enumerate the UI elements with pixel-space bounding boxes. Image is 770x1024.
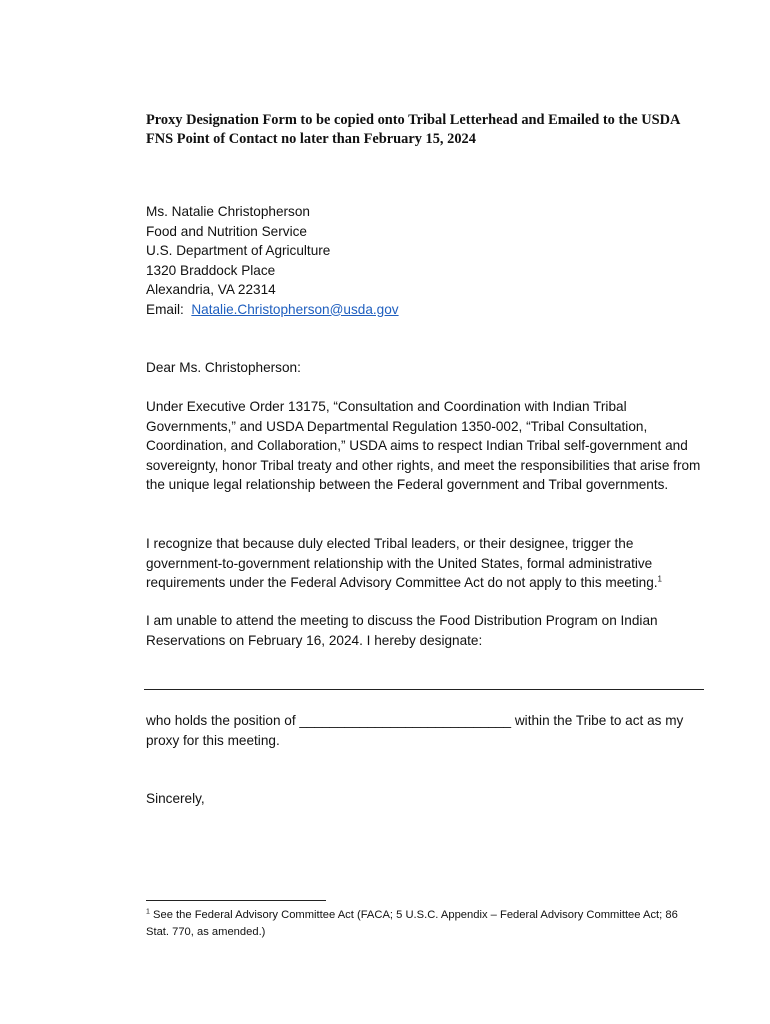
recipient-department: U.S. Department of Agriculture [146,243,331,258]
closing: Sincerely, [146,791,205,806]
document-heading: Proxy Designation Form to be copied onto Tribal Letterhead and Emailed to the USDA FNS Point of Contact no later than February 15, 2024 [146,112,680,147]
paragraph-recognition-text: I recognize that because duly elected Tribal leaders, or their designee, trigger the government-to-government relationship with the United States, formal administrative requirements under the Federal Advisory Committee Act do not apply to this meeting. [146,536,658,590]
salutation: Dear Ms. Christopherson: [146,360,301,375]
footnote-marker: 1 [146,908,150,916]
paragraph-designation: I am unable to attend the meeting to discuss the Food Distribution Program on Indian Reservations on February 16, 2024. I hereby designate: [146,613,658,648]
recipient-organization: Food and Nutrition Service [146,223,307,239]
recipient-address [146,202,706,319]
email-link[interactable]: Natalie.Christopherson@usda.gov [191,301,399,317]
recipient-city-state-zip: Alexandria, VA 22314 [146,282,276,297]
recipient-name: Ms. Natalie Christopherson [146,204,310,219]
footnote-text: See the Federal Advisory Committee Act (FACA; 5 U.S.C. Appendix – Federal Advisory Committee Act; 86 Stat. 770, as amended.) [146,909,678,938]
designee-name-line [144,689,704,690]
email-label: Email: [146,301,184,317]
footnote-reference: 1 [657,574,662,584]
paragraph-recognition [146,534,702,593]
paragraph-position: who holds the position of ____________________________ within the Tribe to act as my proxy for this meeting. [146,713,684,748]
paragraph-executive-order: Under Executive Order 13175, “Consultation and Coordination with Indian Tribal Governments,” and USDA Departmental Regulation 1350-002, “Tribal Consultation, Coordination, and Collaboration,” USDA aims to respect Indian Tribal self-government and sovereignty, honor Tribal treaty and other rights, and meet the responsibilities that arise from the unique legal relationship between the Federal government and Tribal governments. [146,399,701,492]
footnote [146,907,702,941]
recipient-street: 1320 Braddock Place [146,262,276,278]
recipient-email-line [146,300,706,320]
footnote-separator [146,900,326,901]
